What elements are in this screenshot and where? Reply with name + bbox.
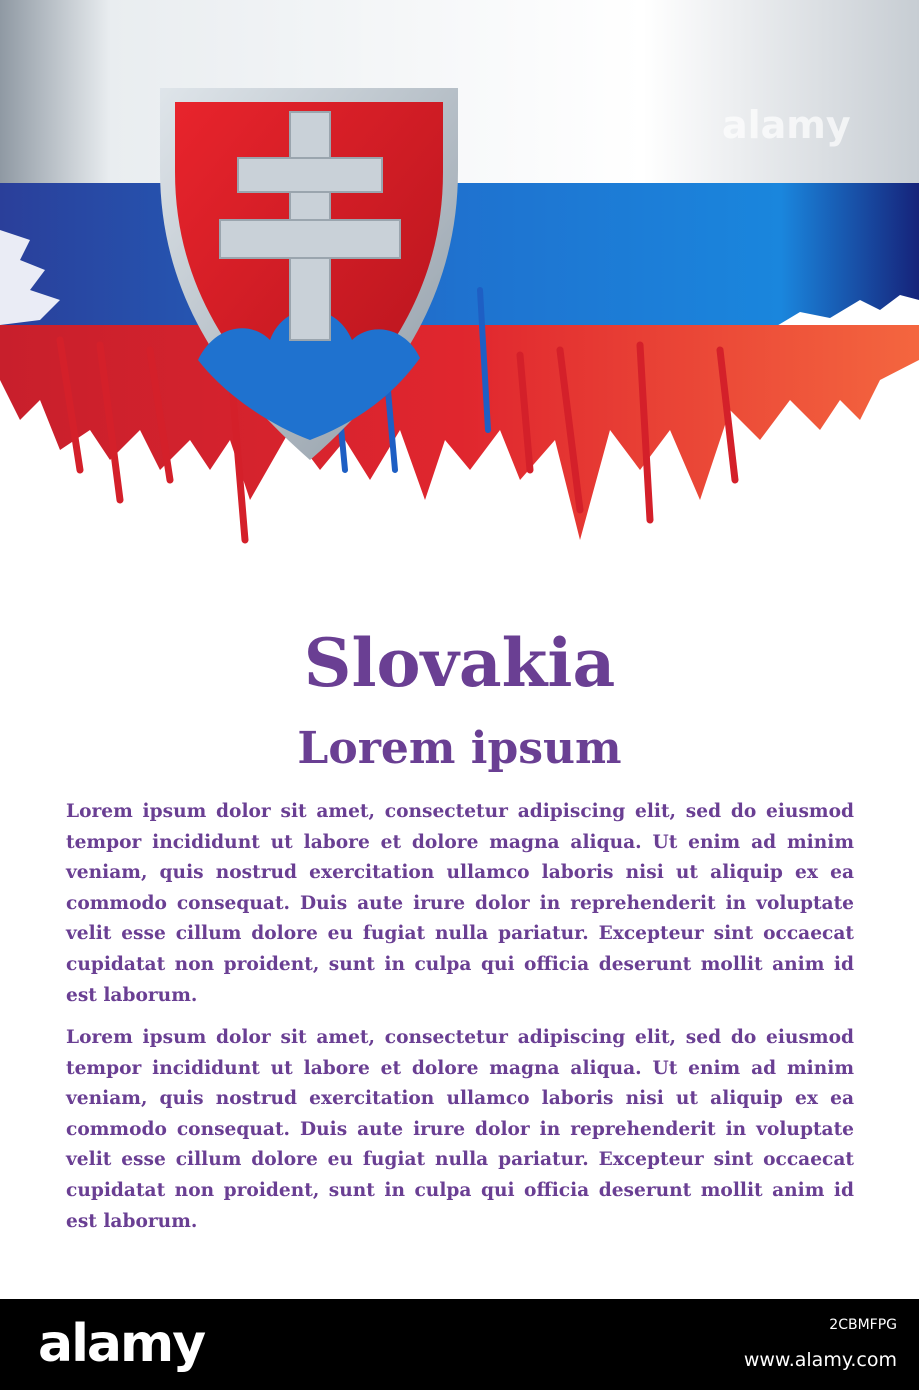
site-url: www.alamy.com: [743, 1349, 897, 1371]
page-subtitle: Lorem ipsum: [297, 723, 622, 774]
page-title: Slovakia: [303, 624, 616, 702]
body-paragraph-1: Lorem ipsum dolor sit amet, consectetur adipiscing elit, sed do eiusmod tempor incididunt ut labore et dolore magna aliqua. Ut enim ad minim veniam, quis nostrud exercitation ullamco laboris nisi ut aliquip ex ea commodo consequat. Duis aute irure dolor in reprehenderit in voluptate velit esse cillum dolore eu fugiat nulla pariatur. Excepteur sint occaecat cupidatat non proident, sunt in culpa qui officia deserunt mollit anim id est laborum.: [66, 801, 854, 1006]
watermark-text: alamy: [722, 103, 851, 147]
image-id: 2CBMFPG: [829, 1317, 897, 1333]
alamy-logo: alamy: [38, 1314, 205, 1374]
footer-bar: [0, 1299, 919, 1390]
slovakia-flag-banner: [0, 0, 919, 560]
body-paragraph-2: Lorem ipsum dolor sit amet, consectetur adipiscing elit, sed do eiusmod tempor incididunt ut labore et dolore magna aliqua. Ut enim ad minim veniam, quis nostrud exercitation ullamco laboris nisi ut aliquip ex ea commodo consequat. Duis aute irure dolor in reprehenderit in voluptate velit esse cillum dolore eu fugiat nulla pariatur. Excepteur sint occaecat cupidatat non proident, sunt in culpa qui officia deserunt mollit anim id est laborum.: [66, 1027, 854, 1232]
